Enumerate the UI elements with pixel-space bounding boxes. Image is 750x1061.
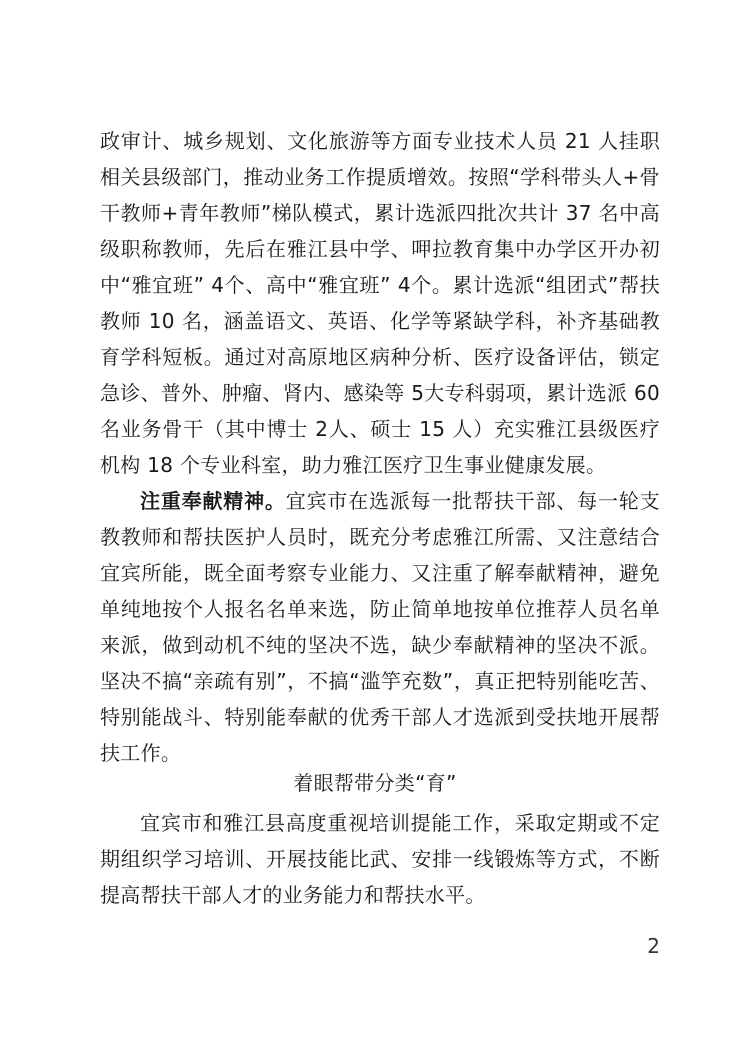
body-paragraph-dedication <box>100 483 660 771</box>
section-heading: 着眼帮带分类“育” <box>293 771 457 795</box>
paragraph-body-text: 宜宾市在选派每一批帮扶干部、每一轮支教教师和帮扶医护人员时，既充分考虑雅江所需、又注意结合宜宾所能，既全面考察专业能力、又注重了解奉献精神，避免单纯地按个人报名名单来选，防止简单地按单位推荐人员名单来派，做到动机不纯的坚决不选，缺少奉献精神的坚决不派。坚决不搞“亲疏有别”，不搞“滥竽充数”，真正把特别能吃苦、特别能战斗、特别能奉献的优秀干部人才选派到受扶地开展帮扶工作。 <box>100 489 660 765</box>
body-paragraph-training: 宜宾市和雅江县高度重视培训提能工作，采取定期或不定期组织学习培训、开展技能比武、安排一线锻炼等方式，不断提高帮扶干部人才的业务能力和帮扶水平。 <box>100 811 660 907</box>
body-paragraph: 政审计、城乡规划、文化旅游等方面专业技术人员 21 人挂职相关县级部门，推动业务工作提质增效。按照“学科带头人+骨干教师+青年教师”梯队模式，累计选派四批次共计 37 名中高级职称教师，先后在雅江县中学、呷拉教育集中办学区开办初中“雅宜班” 4个、高中“雅宜班” 4个。累计选派“组团式”帮扶教师 10 名，涵盖语文、英语、化学等紧缺学科，补齐基础教育学科短板。通过对高原地区病种分析、医疗设备评估，锁定急诊、普外、肿瘤、肾内、感染等 5大专科弱项，累计选派 60 名业务骨干（其中博士 2人、硕士 15 人）充实雅江县级医疗机构 18 个专业科室，助力雅江医疗卫生事业健康发展。 <box>100 129 660 477</box>
paragraph-lead-heading: 注重奉献精神。 <box>140 489 286 513</box>
page-number: 2 <box>647 934 660 958</box>
